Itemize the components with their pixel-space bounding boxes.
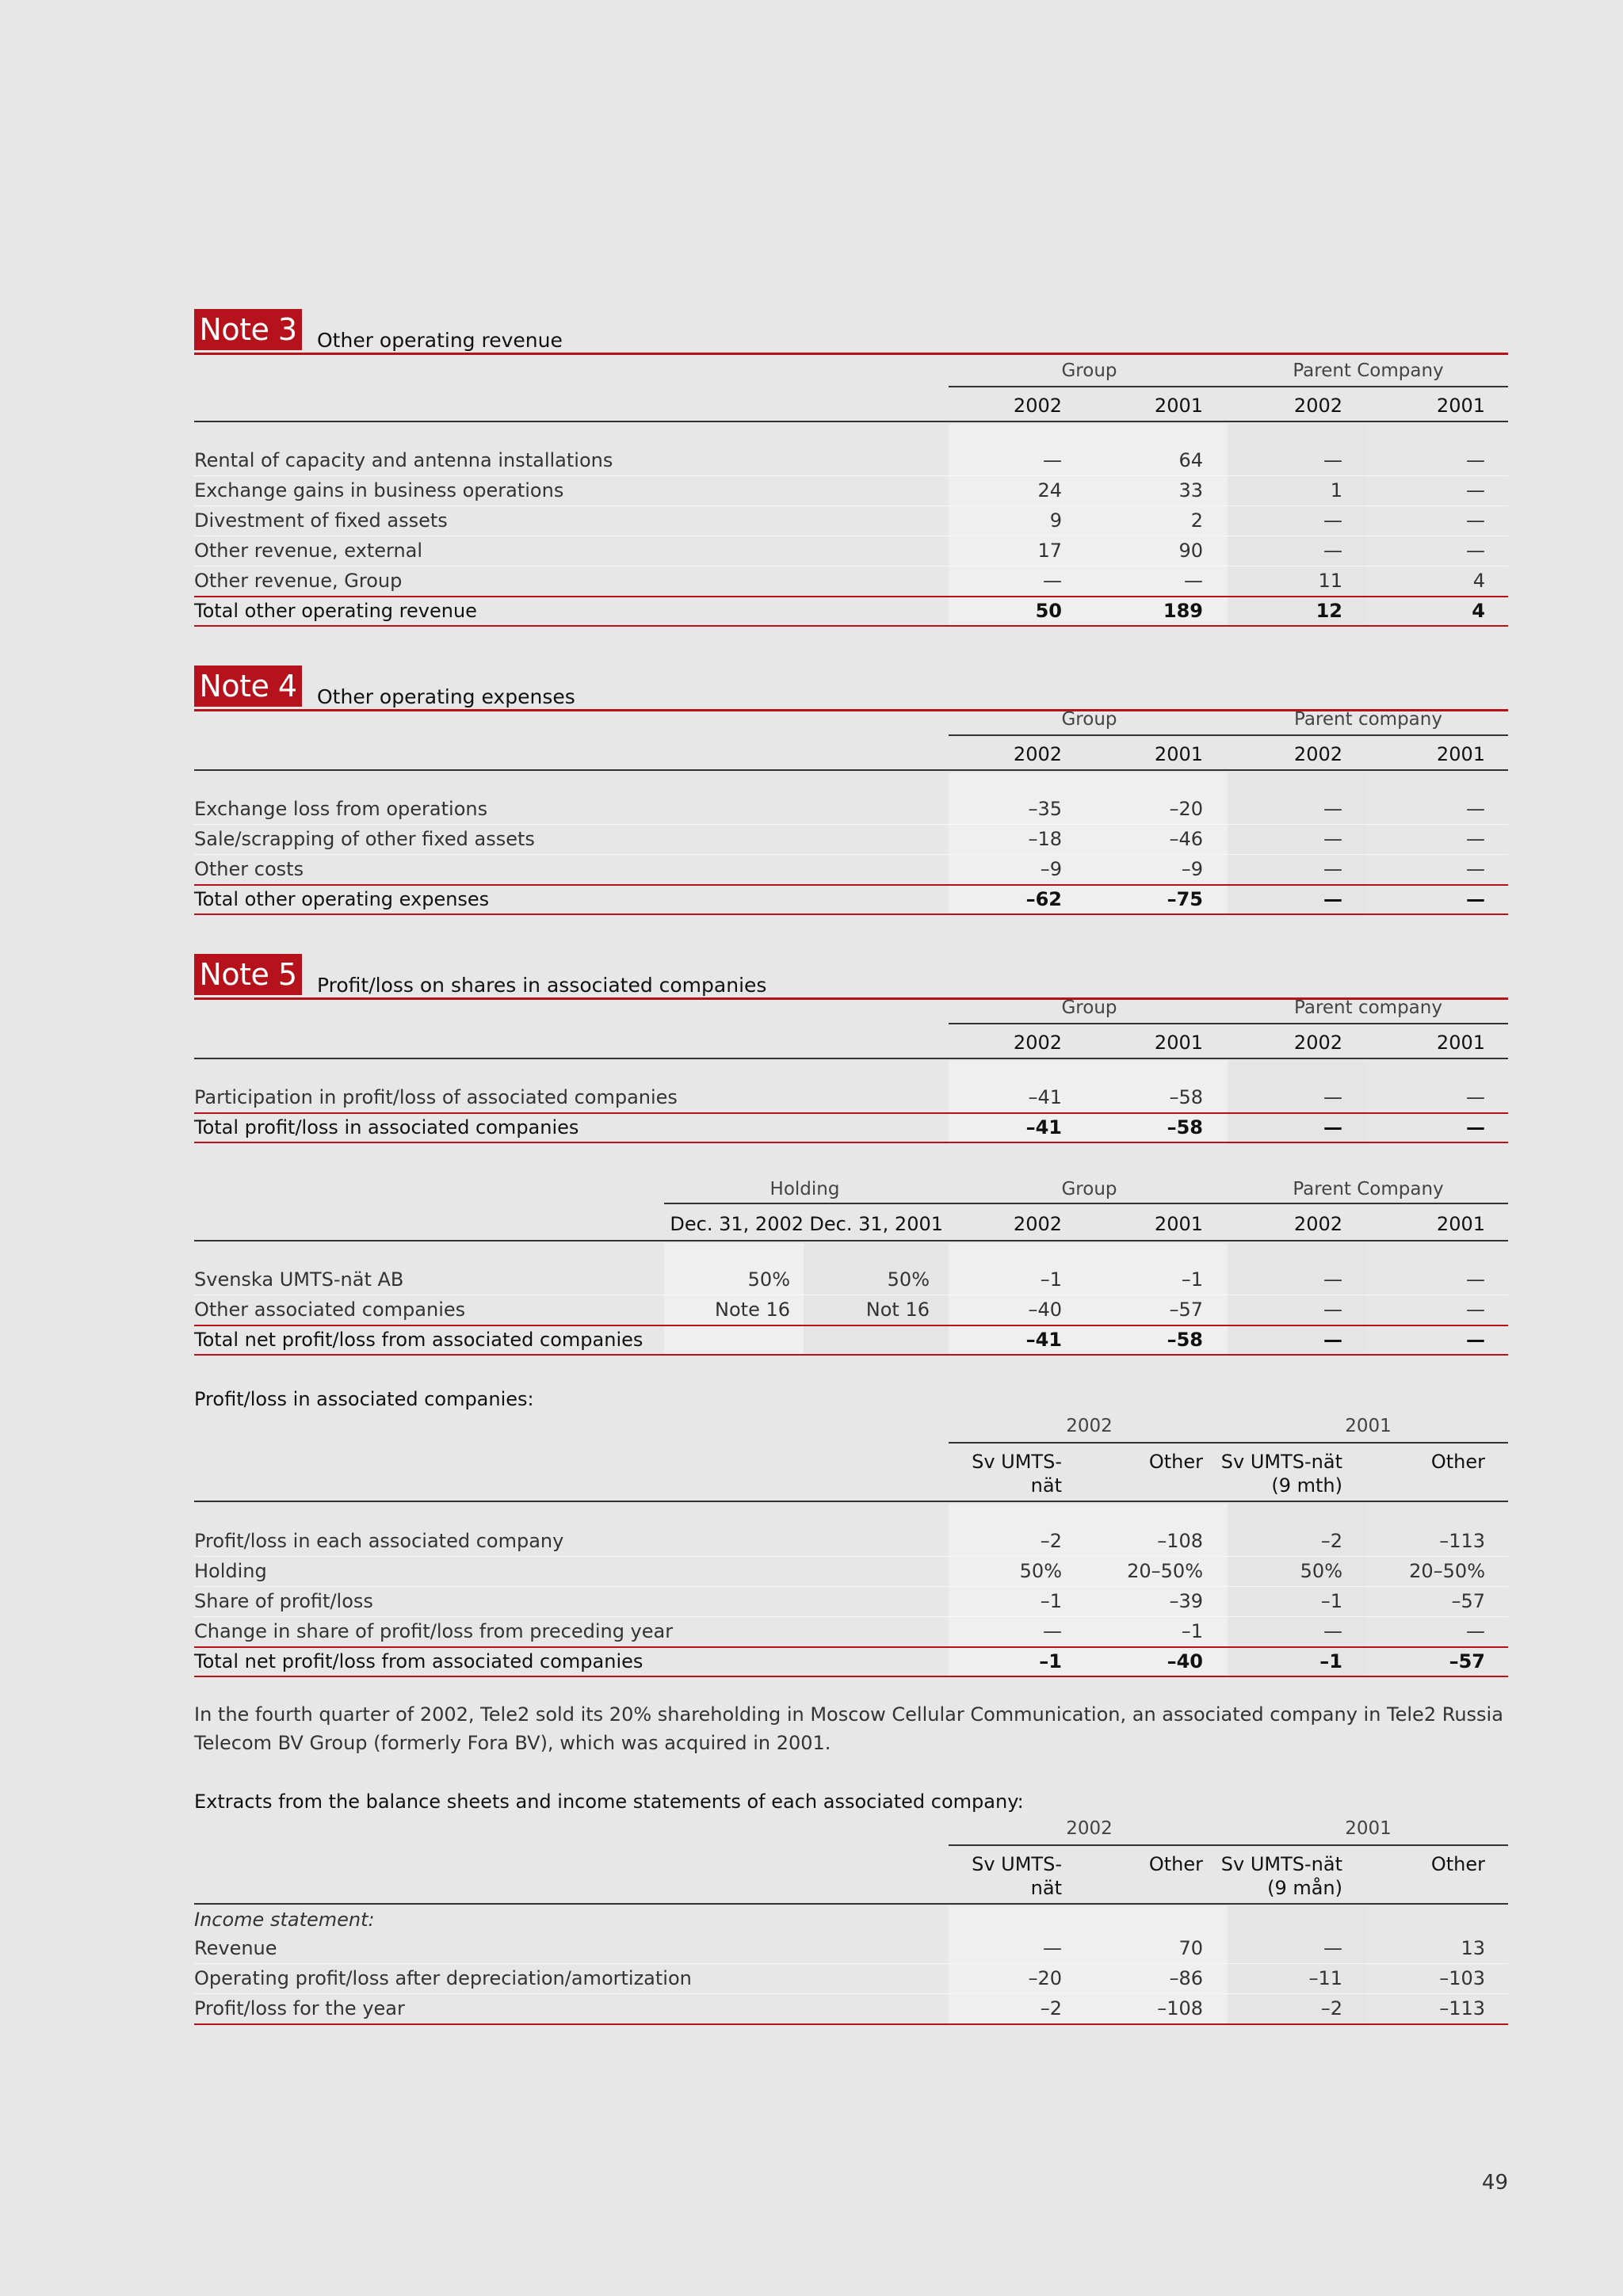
- extracts-year-label: 2001: [1345, 1818, 1392, 1839]
- assoc-year-label: 2002: [1066, 1416, 1113, 1436]
- table-row: Change in share of profit/loss from preceding year — –1 — —: [194, 1620, 1485, 1642]
- note4-group-label: Group: [1061, 709, 1117, 730]
- note4-col-head: 2001: [1154, 743, 1203, 765]
- table-row: Svenska UMTS-nät AB 50% 50% –1 –1 — —: [194, 1264, 1508, 1295]
- note5-title: Profit/loss on shares in associated companies: [317, 974, 767, 997]
- extracts-title: Extracts from the balance sheets and income statements of each associated company:: [194, 1791, 1024, 1813]
- table-row: Share of profit/loss –1 –39 –1 –57: [194, 1586, 1508, 1617]
- assoc-col-subhead: (9 mth): [1271, 1474, 1342, 1497]
- note3-col-head: 2002: [1293, 395, 1342, 417]
- note5-group-label: Group: [1061, 997, 1117, 1018]
- total-row: Total other operating expenses –62 –75 — —: [194, 888, 1485, 910]
- note-paragraph: In the fourth quarter of 2002, Tele2 sold its 20% shareholding in Moscow Cellular Communication, an associated company in Tele2 Russia Telecom BV Group (formerly Fora BV), which was acquired in 2001.: [194, 1703, 1503, 1754]
- total-row: Total net profit/loss from associated companies –41 –58 — —: [194, 1329, 1485, 1351]
- table-row: Sale/scrapping of other fixed assets –18 –46 — —: [194, 824, 1508, 855]
- note4-tag: Note 4: [194, 666, 302, 707]
- extracts-col-head: Other: [1148, 1853, 1203, 1875]
- total-row: Total profit/loss in associated companies –41 –58 — —: [194, 1116, 1485, 1138]
- note3-header: [194, 309, 1508, 355]
- extracts-col-head: Sv UMTS-nät: [972, 1853, 1062, 1899]
- section-label-row: [194, 1905, 1508, 1933]
- note5-tag: Note 5: [194, 954, 302, 995]
- holding-col-head: 2002: [1293, 1213, 1342, 1235]
- note4-col-head: 2002: [1293, 743, 1342, 765]
- income-statement-label: Income statement:: [194, 1909, 375, 1931]
- holding-col-head: Dec. 31, 2001: [809, 1213, 943, 1235]
- table-row: Operating profit/loss after depreciation/amortization –20 –86 –11 –103: [194, 1963, 1508, 1994]
- table-row: Other revenue, external 17 90 — —: [194, 536, 1508, 566]
- table-row: Holding 50% 20–50% 50% 20–50%: [194, 1556, 1508, 1587]
- assoc-col-head: Sv UMTS-nät: [972, 1451, 1062, 1497]
- table-row: Participation in profit/loss of associated companies –41 –58 — —: [194, 1086, 1485, 1108]
- total-row: Total net profit/loss from associated companies –1 –40 –1 –57: [194, 1650, 1485, 1672]
- holding-col-head: 2001: [1154, 1213, 1203, 1235]
- note5-header: [194, 954, 1508, 1000]
- note5-col-head: 2001: [1154, 1032, 1203, 1054]
- extracts-col-head: Sv UMTS-nät: [1220, 1853, 1342, 1875]
- holding-col-head: Dec. 31, 2002: [670, 1213, 804, 1235]
- note4-col-head: 2001: [1436, 743, 1485, 765]
- note3-col-head: 2002: [1013, 395, 1062, 417]
- table-row: Revenue — 70 — 13: [194, 1933, 1508, 1964]
- extracts-col-head: Other: [1430, 1853, 1485, 1875]
- holding-parent-label: Parent Company: [1293, 1179, 1444, 1199]
- table-row: Exchange gains in business operations 24 33 1 —: [194, 475, 1508, 506]
- note3-col-head: 2001: [1154, 395, 1203, 417]
- note5-col-head: 2002: [1293, 1032, 1342, 1054]
- note4-title: Other operating expenses: [317, 685, 575, 708]
- table-row: Exchange loss from operations –35 –20 — —: [194, 794, 1508, 825]
- note5-parent-label: Parent company: [1294, 997, 1442, 1018]
- page-number: 49: [1481, 2171, 1508, 2195]
- table-row: Other revenue, Group — — 11 4: [194, 570, 1485, 592]
- assoc-year-label: 2001: [1345, 1416, 1392, 1436]
- assoc-col-head: Sv UMTS-nät: [1220, 1451, 1342, 1473]
- table-row: Profit/loss in each associated company –2 –108 –2 –113: [194, 1526, 1508, 1557]
- holding-col-head: 2002: [1013, 1213, 1062, 1235]
- note3-title: Other operating revenue: [317, 329, 563, 352]
- table-row: Other costs –9 –9 — —: [194, 858, 1485, 880]
- assoc-col-head: Other: [1430, 1451, 1485, 1473]
- holding-col-head: 2001: [1436, 1213, 1485, 1235]
- note3-tag: Note 3: [194, 309, 302, 350]
- note4-header: [194, 666, 1508, 711]
- holding-label: Holding: [769, 1179, 840, 1199]
- table-row: Profit/loss for the year –2 –108 –2 –113: [194, 1997, 1485, 2019]
- assoc-col-head: Other: [1148, 1451, 1203, 1473]
- extracts-year-label: 2002: [1066, 1818, 1113, 1839]
- extracts-col-subhead: (9 mån): [1267, 1877, 1342, 1899]
- table-row: Divestment of fixed assets 9 2 — —: [194, 505, 1508, 536]
- table-row: Rental of capacity and antenna installations — 64 — —: [194, 445, 1508, 476]
- holding-group-label: Group: [1061, 1179, 1117, 1199]
- note4-col-head: 2002: [1013, 743, 1062, 765]
- page: [194, 0, 1508, 2296]
- total-row: Total other operating revenue 50 189 12 4: [194, 600, 1485, 622]
- note5-col-head: 2001: [1436, 1032, 1485, 1054]
- note3-group-label: Group: [1061, 360, 1117, 381]
- assoc-title: Profit/loss in associated companies:: [194, 1388, 534, 1410]
- note4-parent-label: Parent company: [1294, 709, 1442, 730]
- note3-parent-label: Parent Company: [1293, 360, 1444, 381]
- note3-col-head: 2001: [1436, 395, 1485, 417]
- note5-col-head: 2002: [1013, 1032, 1062, 1054]
- table-row: Other associated companies Note 16 Not 16 –40 –57 — —: [194, 1299, 1485, 1321]
